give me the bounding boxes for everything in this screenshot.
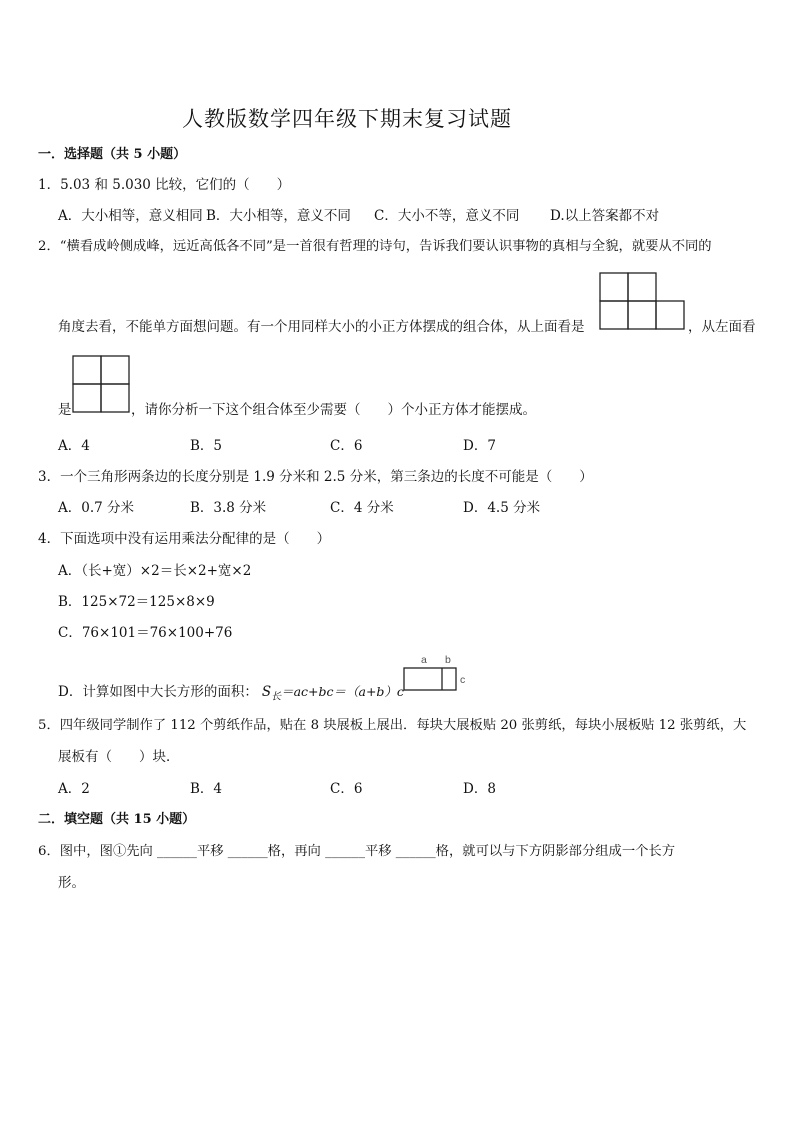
top-view-cell-2 [628,273,656,301]
top-view-cell-1 [600,273,628,301]
question-5-line-2: 展板有（ ）块． [58,749,180,765]
section-heading-choice: 一．选择题（共 5 小题） [38,147,187,162]
area-formula: ＝ac+bc＝（a+b）c [281,684,404,699]
question-3-option-b: B．3.8 分米 [190,500,267,516]
question-2-line-2 [58,318,585,336]
figure-label-c: c [460,674,466,686]
question-2-line-2-text: 角度去看，不能单方面想问题。有一个用同样大小的小正方体摆成的组合体，从上面看是 [58,319,585,335]
question-2-line-3: ，请你分析一下这个组合体至少需要（ ）个小正方体才能摆成。 [131,402,536,418]
section-heading-fill: 二．填空题（共 15 小题） [38,812,196,827]
area-symbol: S [261,684,272,700]
question-4-option-a: A．（长+宽）×2＝长×2+宽×2 [58,563,252,579]
question-2-option-a: A．4 [58,438,90,454]
area-subscript: 长 [271,691,282,703]
question-1-option-c: C．大小不等，意义不同 [374,208,520,224]
top-view-figure [598,271,686,331]
question-4-option-c: C．76×101＝76×100+76 [58,625,233,641]
figure-label-a: a [421,654,427,666]
left-view-cell-1 [73,356,101,384]
question-3-option-c: C．4 分米 [330,500,394,516]
left-view-cell-3 [73,384,101,412]
question-1-option-d: D.以上答案都不对 [550,208,660,224]
rectangle-area-figure [402,652,476,694]
left-view-cell-2 [101,356,129,384]
question-3-option-a: A．0.7 分米 [58,500,135,516]
question-6-line-1: 6．图中，图①先向 ______平移 ______格，再向 ______平移 ______格，就可以与下方阴影部分组成一个长方 [38,844,676,859]
question-4-option-b: B．125×72＝125×8×9 [58,594,215,610]
question-2-line-1: 2．“横看成岭侧成峰，远近高低各不同”是一首很有哲理的诗句，告诉我们要认识事物的真相与全貌，就要从不同的 [38,239,712,254]
question-5-line-1: 5．四年级同学制作了 112 个剪纸作品，贴在 8 块展板上展出．每块大展板贴 20 张剪纸，每块小展板贴 12 张剪纸，大 [38,718,747,733]
question-6-line-2: 形。 [58,875,85,891]
top-view-cell-5 [656,301,684,329]
question-2-option-c: C．6 [330,438,363,454]
question-5-option-a: A．2 [58,781,90,797]
figure-label-b: b [445,654,451,666]
figure-big-rectangle [404,668,456,690]
question-2-option-b: B．5 [190,438,223,454]
question-5-option-b: B．4 [190,781,223,797]
question-1-stem: 1．5.03 和 5.030 比较，它们的（ ） [38,177,291,193]
question-3-stem: 3．一个三角形两条边的长度分别是 1.9 分米和 2.5 分米，第三条边的长度不可能是（ ） [38,469,593,485]
top-view-cell-3 [600,301,628,329]
question-2-line-2-end: ，从左面看 [688,319,756,335]
question-2-line-3-start: 是 [58,402,72,418]
question-1-option-a: A．大小相等，意义相同 [58,208,203,224]
question-4-stem: 4．下面选项中没有运用乘法分配律的是（ ） [38,531,331,547]
question-2-option-d: D．7 [463,438,496,454]
left-view-cell-4 [101,384,129,412]
question-5-option-d: D．8 [463,781,496,797]
top-view-cell-4 [628,301,656,329]
question-5-option-c: C．6 [330,781,363,797]
question-4-option-d [58,683,404,707]
question-4-option-d-prefix: D．计算如图中大长方形的面积： [58,684,258,700]
page-title: 人教版数学四年级下期末复习试题 [182,107,512,131]
question-1-option-b: B．大小相等，意义不同 [206,208,351,224]
question-3-option-d: D．4.5 分米 [463,500,541,516]
left-view-figure [71,354,131,414]
